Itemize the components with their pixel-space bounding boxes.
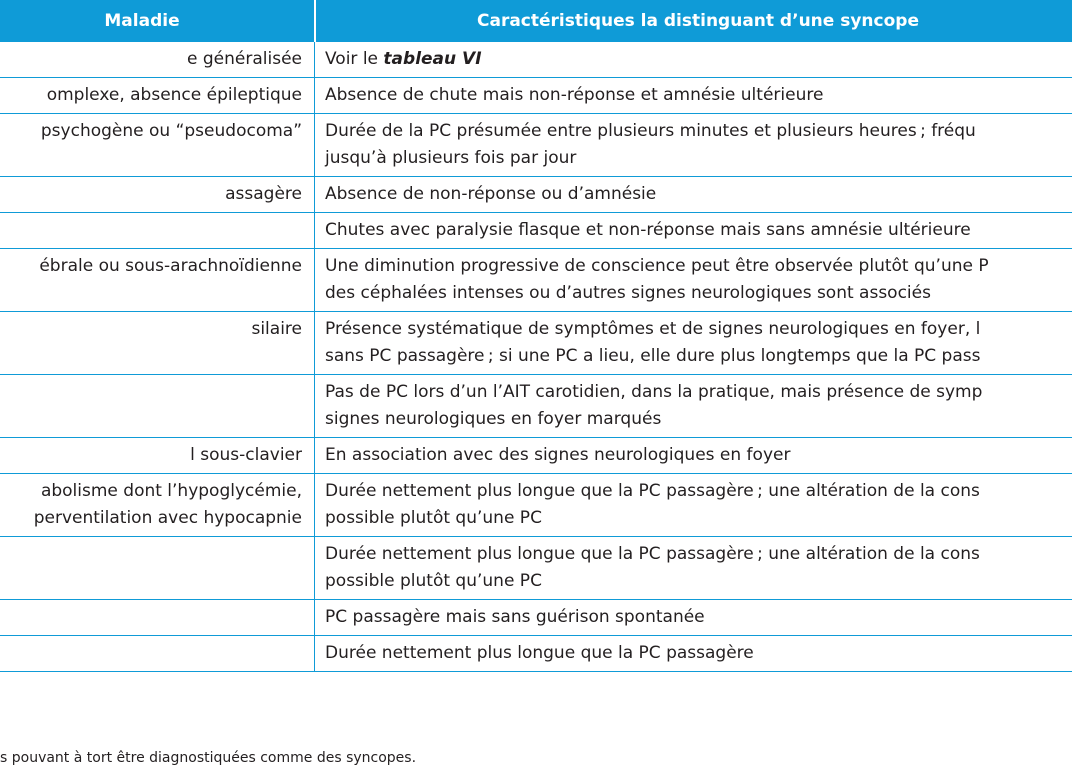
table-row xyxy=(0,474,1072,537)
header-maladie: Maladie xyxy=(0,0,315,42)
disease-label: psychogène ou “pseudocoma” xyxy=(40,121,302,141)
table-row xyxy=(0,114,1072,177)
table-row xyxy=(0,375,1072,438)
disease-label: abolisme dont l’hypoglycémie, xyxy=(40,481,302,501)
disease-cell xyxy=(0,375,315,438)
characteristics-line: En association avec des signes neurologiques en foyer xyxy=(325,445,791,465)
disease-label: perventilation avec hypocapnie xyxy=(33,508,302,528)
characteristics-line: Présence systématique de symptômes et de signes neurologiques en foyer, l xyxy=(325,319,981,339)
characteristics-cell xyxy=(315,375,1072,438)
disease-label: omplexe, absence épileptique xyxy=(46,85,302,105)
disease-cell xyxy=(0,600,315,636)
characteristics-line: Absence de non-réponse ou d’amnésie xyxy=(325,184,657,204)
characteristics-line: signes neurologiques en foyer marqués xyxy=(325,409,662,429)
characteristics-cell xyxy=(315,636,1072,672)
characteristics-cell xyxy=(315,438,1072,474)
disease-label: assagère xyxy=(225,184,302,204)
disease-label: l sous-clavier xyxy=(190,445,302,465)
characteristics-line xyxy=(325,46,1072,73)
table-reference: tableau VI xyxy=(383,49,482,69)
disease-cell xyxy=(0,474,315,537)
table-row xyxy=(0,537,1072,600)
table-row xyxy=(0,42,1072,78)
disease-cell xyxy=(0,636,315,672)
disease-cell xyxy=(0,249,315,312)
disease-label: silaire xyxy=(251,319,302,339)
characteristics-line: possible plutôt qu’une PC xyxy=(325,508,542,528)
characteristics-line: Absence de chute mais non-réponse et amnésie ultérieure xyxy=(325,85,824,105)
characteristics-cell xyxy=(315,213,1072,249)
characteristics-line: Chutes avec paralysie flasque et non-réponse mais sans amnésie ultérieure xyxy=(325,220,971,240)
disease-cell xyxy=(0,438,315,474)
characteristics-line: PC passagère mais sans guérison spontanée xyxy=(325,607,705,627)
table-row xyxy=(0,600,1072,636)
disease-cell xyxy=(0,78,315,114)
characteristics-cell xyxy=(315,474,1072,537)
table-row xyxy=(0,78,1072,114)
characteristics-line: Durée de la PC présumée entre plusieurs minutes et plusieurs heures ; fréqu xyxy=(325,121,976,141)
characteristics-cell xyxy=(315,114,1072,177)
table-row xyxy=(0,636,1072,672)
header-caracteristiques: Caractéristiques la distinguant d’une syncope xyxy=(315,0,1072,42)
characteristics-line: Durée nettement plus longue que la PC passagère ; une altération de la cons xyxy=(325,544,980,564)
table-row xyxy=(0,438,1072,474)
characteristics-cell xyxy=(315,600,1072,636)
disease-label: ébrale ou sous-arachnoïdienne xyxy=(39,256,302,276)
characteristics-cell xyxy=(315,78,1072,114)
characteristics-line: Durée nettement plus longue que la PC passagère ; une altération de la cons xyxy=(325,481,980,501)
table-row xyxy=(0,177,1072,213)
characteristics-cell xyxy=(315,177,1072,213)
characteristics-line: possible plutôt qu’une PC xyxy=(325,571,542,591)
table-caption: s pouvant à tort être diagnostiquées comme des syncopes. xyxy=(0,750,417,766)
table-row xyxy=(0,312,1072,375)
characteristics-cell xyxy=(315,42,1072,78)
table-row xyxy=(0,249,1072,312)
disease-cell xyxy=(0,312,315,375)
characteristics-line: jusqu’à plusieurs fois par jour xyxy=(325,148,577,168)
characteristics-line: Pas de PC lors d’un l’AIT carotidien, dans la pratique, mais présence de symp xyxy=(325,382,983,402)
disease-cell xyxy=(0,177,315,213)
characteristics-line: Une diminution progressive de conscience peut être observée plutôt qu’une P xyxy=(325,256,989,276)
characteristics-cell xyxy=(315,537,1072,600)
reference-prefix: Voir le xyxy=(325,49,384,69)
disease-cell xyxy=(0,213,315,249)
characteristics-cell xyxy=(315,249,1072,312)
characteristics-line: sans PC passagère ; si une PC a lieu, elle dure plus longtemps que la PC pass xyxy=(325,346,981,366)
characteristics-line: des céphalées intenses ou d’autres signes neurologiques sont associés xyxy=(325,283,931,303)
table-header-row xyxy=(0,0,1072,42)
characteristics-line: Durée nettement plus longue que la PC passagère xyxy=(325,643,754,663)
disease-cell xyxy=(0,42,315,78)
disease-cell xyxy=(0,114,315,177)
characteristics-cell xyxy=(315,312,1072,375)
disease-label: e généralisée xyxy=(187,49,302,69)
table-body xyxy=(0,42,1072,672)
disease-cell xyxy=(0,537,315,600)
table-row xyxy=(0,213,1072,249)
